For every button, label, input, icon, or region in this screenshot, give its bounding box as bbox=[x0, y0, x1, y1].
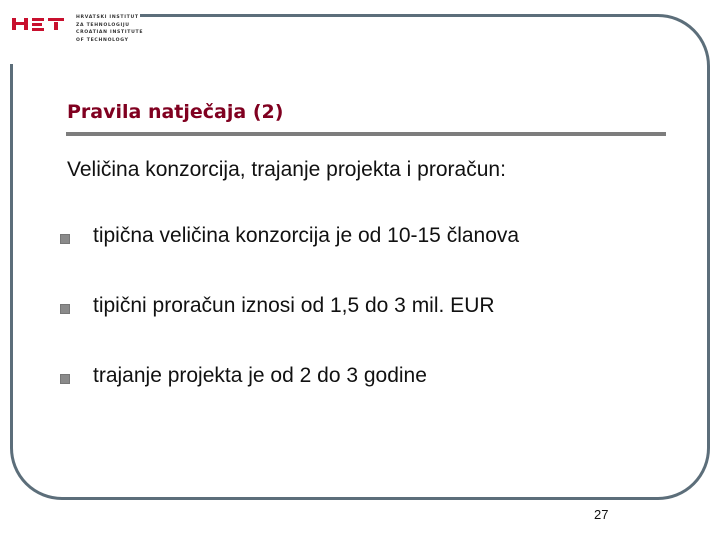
bullet-text: tipična veličina konzorcija je od 10-15 članova bbox=[93, 224, 520, 247]
bullet-square-icon bbox=[60, 234, 70, 244]
bullet-square-icon bbox=[60, 374, 70, 384]
slide-title: Pravila natječaja (2) bbox=[67, 101, 284, 123]
logo-line: HRVATSKI INSTITUT bbox=[76, 15, 139, 20]
logo-line: CROATIAN INSTITUTE bbox=[76, 30, 144, 36]
bullet-square-icon bbox=[60, 304, 70, 314]
logo-text bbox=[76, 14, 143, 44]
hit-logo-mark-icon bbox=[12, 14, 72, 34]
bullet-text: tipični proračun iznosi od 1,5 do 3 mil. EUR bbox=[93, 294, 495, 317]
logo-line: ZA TEHNOLOGIJU bbox=[76, 22, 130, 28]
page-number: 27 bbox=[594, 507, 609, 522]
institute-logo bbox=[12, 14, 152, 62]
slide-frame bbox=[10, 14, 710, 500]
title-divider bbox=[66, 132, 666, 136]
bullet-text: trajanje projekta je od 2 do 3 godine bbox=[93, 364, 427, 387]
slide-subtitle: Veličina konzorcija, trajanje projekta i proračun: bbox=[67, 158, 506, 181]
logo-line: OF TECHNOLOGY bbox=[76, 37, 129, 43]
